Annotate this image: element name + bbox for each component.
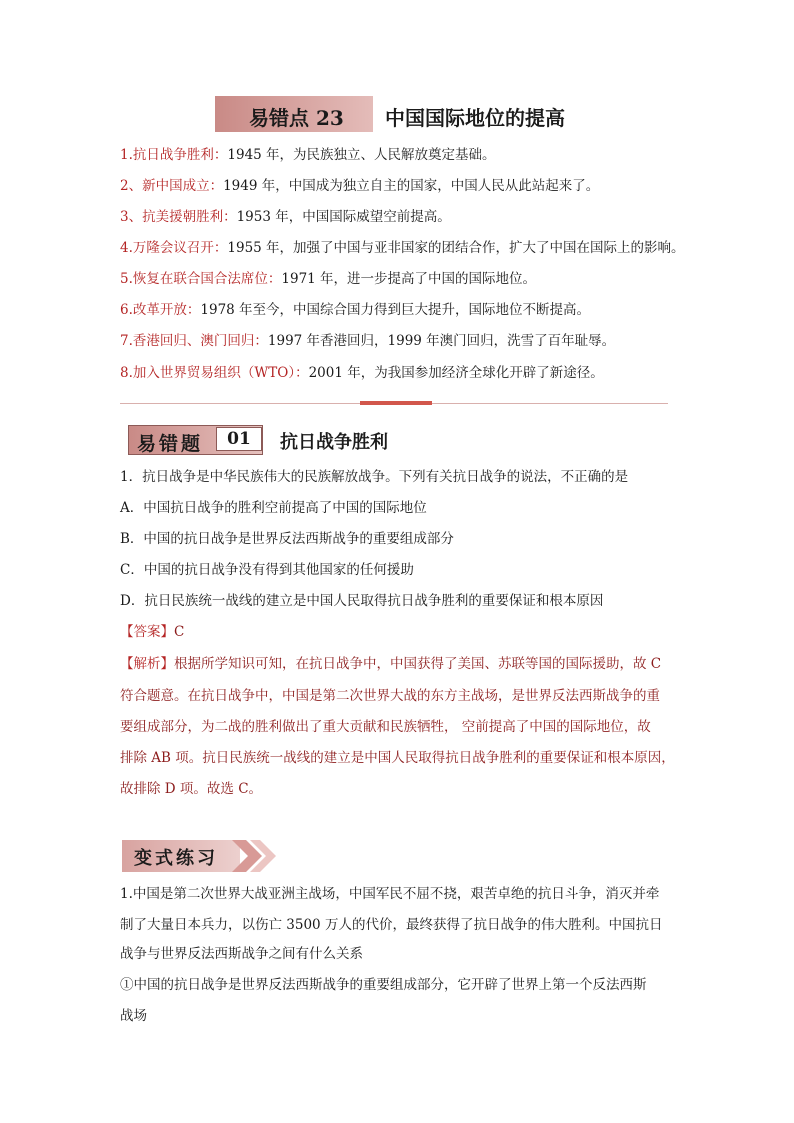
practice-line: ①中国的抗日战争是世界反法西斯战争的重要组成部分，它开辟了世界上第一个反法西斯 <box>120 977 647 993</box>
point-text: 1949 年，中国成为独立自主的国家，中国人民从此站起来了。 <box>223 178 600 194</box>
point-label: 8.加入世界贸易组织（WTO）： <box>120 365 309 381</box>
practice-line: 战场 <box>120 1008 147 1024</box>
question-stem: 1．抗日战争是中华民族伟大的民族解放战争。下列有关抗日战争的说法，不正确的是 <box>120 469 629 485</box>
point-item <box>120 177 599 195</box>
analysis-text: 根据所学知识可知，在抗日战争中，中国获得了美国、苏联等国的国际援助，故 C <box>174 656 662 672</box>
point-text: 1945 年，为民族独立、人民解放奠定基础。 <box>227 147 496 163</box>
point-item <box>120 146 496 164</box>
analysis-line <box>120 655 661 673</box>
point-text: 1971 年，进一步提高了中国的国际地位。 <box>281 271 537 287</box>
answer-line <box>120 623 184 641</box>
section-title: 抗日战争胜利 <box>280 432 388 453</box>
point-text: 1997 年香港回归，1999 年澳门回归，洗雪了百年耻辱。 <box>267 333 616 349</box>
point-item <box>120 301 590 319</box>
analysis-line: 要组成部分，为二战的胜利做出了重大贡献和民族牺牲， 空前提高了中国的国际地位，故 <box>120 719 651 735</box>
chevron-right-icon <box>232 840 282 872</box>
option-b: B．中国的抗日战争是世界反法西斯战争的重要组成部分 <box>120 531 454 547</box>
practice-line: 制了大量日本兵力，以伤亡 3500 万人的代价，最终获得了抗日战争的伟大胜利。中国抗日 <box>120 917 663 933</box>
section-badge-label: 易错题 <box>137 433 204 455</box>
option-a: A．中国抗日战争的胜利空前提高了中国的国际地位 <box>120 500 427 516</box>
answer-tag: 【答案】 <box>120 624 174 640</box>
point-text: 1953 年，中国国际威望空前提高。 <box>236 209 451 225</box>
practice-line: 战争与世界反法西斯战争之间有什么关系 <box>120 946 363 962</box>
point-label: 7.香港回归、澳门回归： <box>120 333 268 349</box>
point-item <box>120 208 451 226</box>
topic-banner <box>215 96 577 132</box>
analysis-tag: 【解析】 <box>120 656 174 672</box>
point-label: 5.恢复在联合国合法席位： <box>120 271 282 287</box>
point-text: 1978 年至今，中国综合国力得到巨大提升，国际地位不断提高。 <box>200 302 591 318</box>
answer-value: C <box>174 624 185 640</box>
point-text: 2001 年，为我国参加经济全球化开辟了新途径。 <box>308 365 604 381</box>
point-item <box>120 332 615 350</box>
section-number-box <box>216 427 262 451</box>
point-text: 1955 年，加强了中国与亚非国家的团结合作，扩大了中国在国际上的影响。 <box>227 240 685 256</box>
practice-line: 1.中国是第二次世界大战亚洲主战场，中国军民不屈不挠，艰苦卓绝的抗日斗争，消灭并牵 <box>120 886 660 902</box>
page-title: 中国国际地位的提高 <box>385 106 565 130</box>
point-label: 1.抗日战争胜利： <box>120 147 228 163</box>
divider-accent <box>360 401 432 405</box>
practice-header <box>122 840 282 872</box>
point-item <box>120 270 536 288</box>
analysis-line: 符合题意。在抗日战争中，中国是第二次世界大战的东方主战场，是世界反法西斯战争的重 <box>120 688 660 704</box>
analysis-line: 排除 AB 项。抗日民族统一战线的建立是中国人民取得抗日战争胜利的重要保证和根本原因， <box>120 750 675 766</box>
section-number: 01 <box>227 429 251 449</box>
point-label: 2、新中国成立： <box>120 178 224 194</box>
option-d: D．抗日民族统一战线的建立是中国人民取得抗日战争胜利的重要保证和根本原因 <box>120 593 604 609</box>
point-label: 3、抗美援朝胜利： <box>120 209 237 225</box>
practice-label: 变式练习 <box>134 848 218 869</box>
point-item <box>120 364 604 382</box>
point-label: 4.万隆会议召开： <box>120 240 228 256</box>
question-section-header <box>128 425 428 455</box>
point-item <box>120 239 685 257</box>
topic-badge-label: 易错点 23 <box>249 106 344 130</box>
analysis-line: 故排除 D 项。故选 C。 <box>120 781 263 797</box>
option-c: C．中国的抗日战争没有得到其他国家的任何援助 <box>120 562 414 578</box>
point-label: 6.改革开放： <box>120 302 201 318</box>
